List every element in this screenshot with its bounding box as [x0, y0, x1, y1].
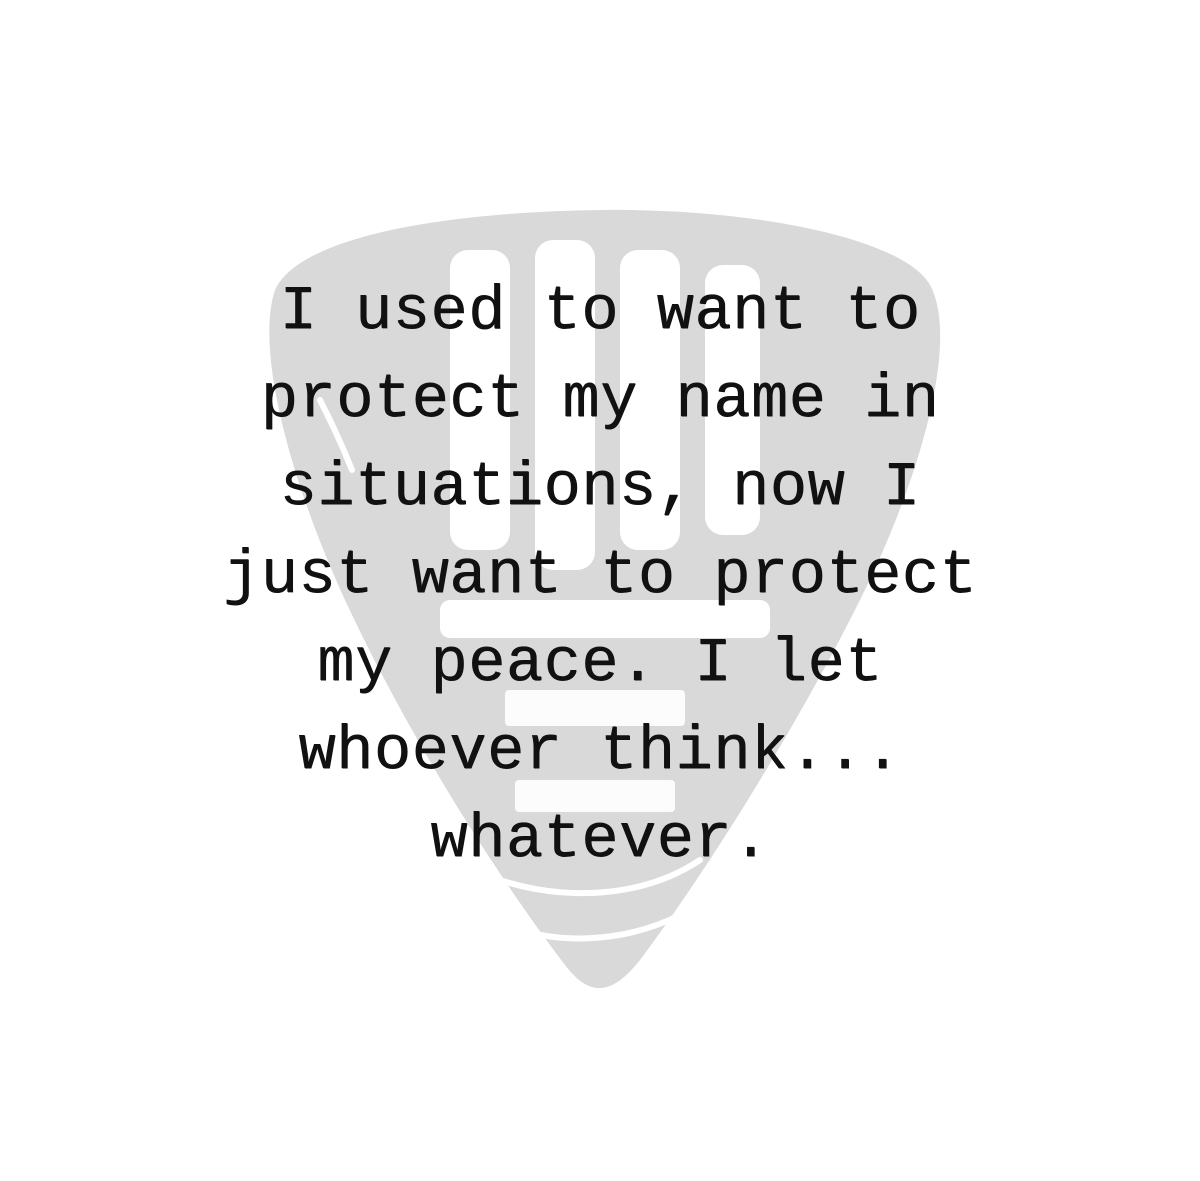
quote-line: I used to want to [279, 276, 921, 347]
quote-line: whoever think... [298, 716, 902, 787]
quote-line: just want to protect [222, 540, 978, 611]
quote-line: situations, now I [279, 452, 921, 523]
quote-text [100, 268, 1100, 884]
quote-line: whatever. [430, 804, 770, 875]
quote-line: my peace. I let [317, 628, 883, 699]
quote-line: protect my name in [260, 364, 940, 435]
